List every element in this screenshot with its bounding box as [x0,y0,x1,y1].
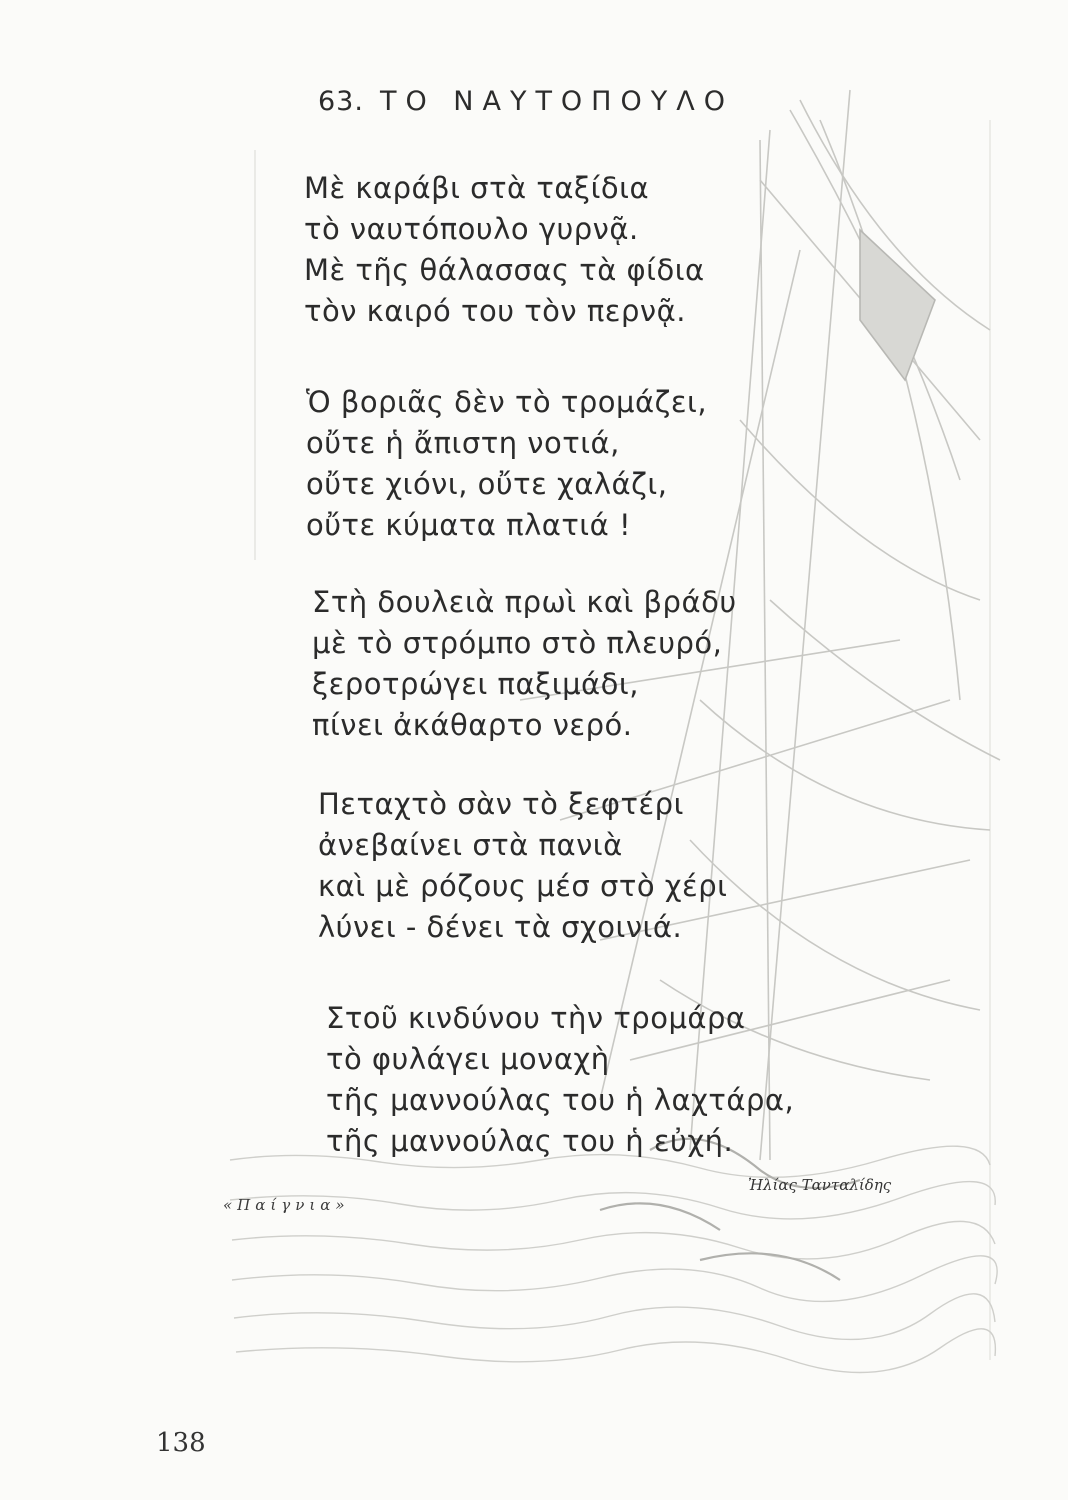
poem-line: μὲ τὸ στρόμπο στὸ πλευρό, [312,626,723,660]
poem-line: τὸ ναυτόπουλο γυρνᾷ. [304,212,639,246]
poem-line: ξεροτρώγει παξιμάδι, [312,667,639,701]
poem-line: τὸν καιρό του τὸν περνᾷ. [304,294,686,328]
stanza-4 [318,784,727,948]
poem-line: Στοῦ κινδύνου τὴν τρομάρα [326,1001,746,1035]
page-number: 138 [156,1428,206,1458]
poem-line: Μὲ τῆς θάλασσας τὰ φίδια [304,253,705,287]
poem-line: Ὁ βοριᾶς δὲν τὸ τρομάζει, [306,385,708,419]
poem-line: οὔτε χιόνι, οὔτε χαλάζι, [306,467,668,501]
poem-line: ἀνεβαίνει στὰ πανιὰ [318,828,623,862]
poem-line: λύνει - δένει τὰ σχοινιά. [318,910,683,944]
poem-line: τῆς μαννούλας του ἡ εὐχή. [326,1124,734,1158]
stanza-1 [304,168,705,332]
author-name: Ἠλίας Τανταλίδης [748,1176,892,1194]
poem-line: Πεταχτὸ σὰν τὸ ξεφτέρι [318,787,684,821]
poem-line: οὔτε ἡ ἄπιστη νοτιά, [306,426,620,460]
poem-line: Μὲ καράβι στὰ ταξίδια [304,171,650,205]
stanza-3 [312,582,737,746]
poem-number: 63. [318,86,364,117]
poem-title-text: ΤΟ ΝΑΥΤΟΠΟΥΛΟ [379,86,734,117]
poem-line: οὔτε κύματα πλατιά ! [306,508,632,542]
stanza-5 [326,998,794,1162]
poem-line: πίνει ἀκάθαρτο νερό. [312,708,633,742]
poem-line: τὸ φυλάγει μοναχὴ [326,1042,610,1076]
source-citation: «Παίγνια» [223,1196,350,1214]
poem-line: καὶ μὲ ρόζους μέσ στὸ χέρι [318,869,728,903]
poem-title [318,86,734,117]
stanza-2 [306,382,707,546]
poem-line: τῆς μαννούλας του ἡ λαχτάρα, [326,1083,795,1117]
poem-line: Στὴ δουλειὰ πρωὶ καὶ βράδυ [312,585,737,619]
